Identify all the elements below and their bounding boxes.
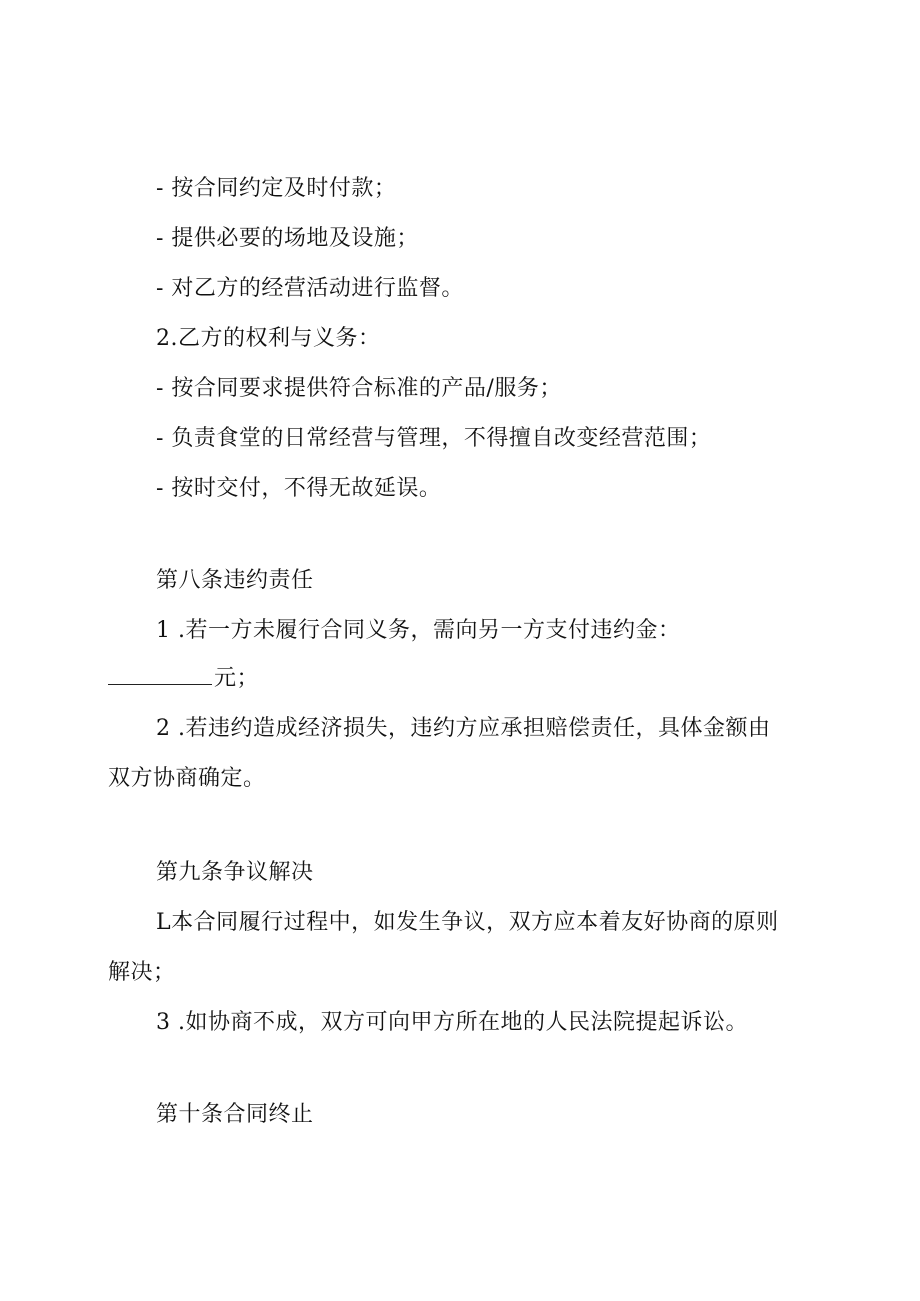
party-b-heading: 2.乙方的权利与义务：	[156, 326, 381, 351]
article-9-clause-1-line-1: L本合同履行过程中，如发生争议，双方应本着友好协商的原则	[156, 910, 779, 935]
party-b-duty-3: - 按时交付，不得无故延误。	[156, 476, 442, 501]
penalty-amount-unit: 元；	[214, 666, 260, 691]
article-8-clause-2-line-2: 双方协商确定。	[108, 766, 266, 791]
party-b-duty-2: - 负责食堂的日常经营与管理，不得擅自改变经营范围；	[156, 426, 712, 451]
party-a-duty-2: - 提供必要的场地及设施；	[156, 226, 419, 251]
article-8-clause-1: 1 .若一方未履行合同义务，需向另一方支付违约金：	[156, 618, 681, 643]
penalty-amount-line	[108, 664, 259, 694]
article-9-clause-1-line-2: 解决；	[108, 960, 176, 985]
party-a-duty-3: - 对乙方的经营活动进行监督。	[156, 276, 464, 301]
party-b-duty-1: - 按合同要求提供符合标准的产品/服务；	[156, 376, 562, 401]
article-8-clause-2-line-1: 2 .若违约造成经济损失，违约方应承担赔偿责任，具体金额由	[156, 716, 771, 741]
article-9-heading: 第九条争议解决	[156, 860, 314, 885]
penalty-amount-blank	[108, 664, 212, 685]
article-10-heading: 第十条合同终止	[156, 1102, 314, 1127]
party-a-duty-1: - 按合同约定及时付款；	[156, 176, 397, 201]
article-9-clause-3: 3 .如协商不成，双方可向甲方所在地的人民法院提起诉讼。	[156, 1010, 748, 1035]
article-8-heading: 第八条违约责任	[156, 568, 314, 593]
